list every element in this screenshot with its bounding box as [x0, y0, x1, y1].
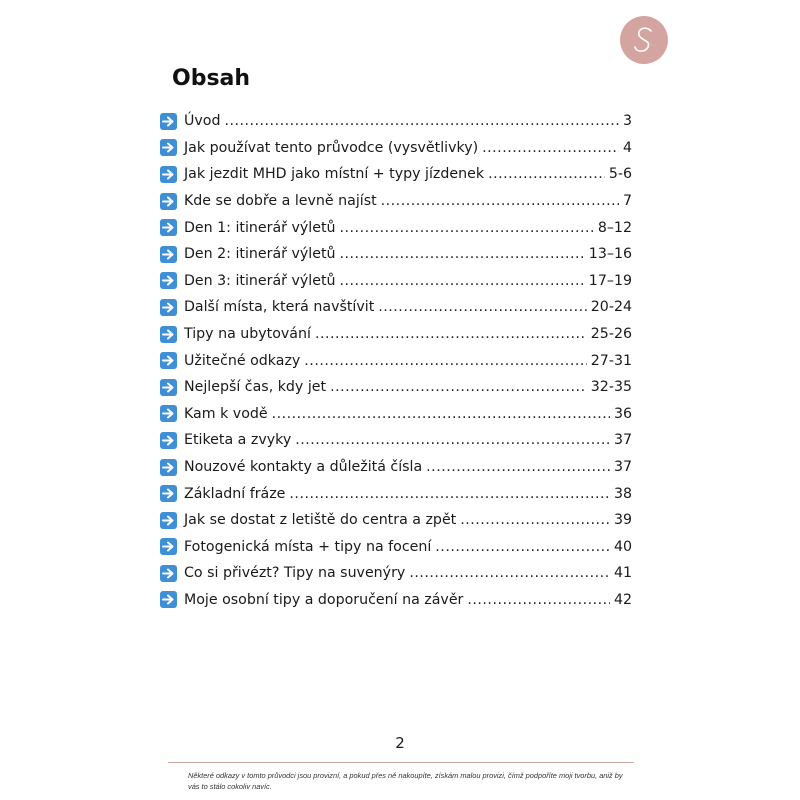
- toc-entry-title: Úvod: [184, 113, 221, 130]
- toc-entry-title: Den 1: itinerář výletů: [184, 219, 336, 236]
- toc-entry[interactable]: [160, 161, 632, 188]
- toc-entry-pages: 20-24: [590, 299, 632, 316]
- toc-entry-title: Kde se dobře a levně najíst: [184, 193, 377, 210]
- toc-entry-pages: 27-31: [590, 352, 632, 369]
- toc-leader-dots: [435, 539, 610, 555]
- toc-entry[interactable]: [160, 321, 632, 348]
- right-arrow-icon: [160, 591, 177, 608]
- right-arrow-icon: [160, 405, 177, 422]
- toc-leader-dots: [482, 140, 619, 156]
- toc-entry[interactable]: [160, 108, 632, 135]
- toc-entry-pages: 37: [613, 432, 632, 449]
- toc-entry[interactable]: [160, 241, 632, 268]
- toc-entry-pages: 7: [622, 193, 632, 210]
- toc-entry-pages: 32-35: [590, 379, 632, 396]
- toc-entry[interactable]: [160, 480, 632, 507]
- toc-entry-title: Fotogenická místa + tipy na focení: [184, 538, 432, 555]
- toc-entry-title: Základní fráze: [184, 485, 286, 502]
- table-of-contents: [160, 108, 632, 613]
- toc-entry[interactable]: [160, 454, 632, 481]
- page-number: 2: [395, 734, 405, 752]
- toc-leader-dots: [378, 299, 587, 315]
- right-arrow-icon: [160, 538, 177, 555]
- toc-leader-dots: [340, 246, 585, 262]
- right-arrow-icon: [160, 379, 177, 396]
- right-arrow-icon: [160, 193, 177, 210]
- toc-leader-dots: [426, 459, 610, 475]
- toc-leader-dots: [460, 512, 610, 528]
- right-arrow-icon: [160, 113, 177, 130]
- toc-entry-pages: 40: [613, 538, 632, 555]
- right-arrow-icon: [160, 272, 177, 289]
- toc-entry[interactable]: [160, 135, 632, 162]
- toc-entry[interactable]: [160, 347, 632, 374]
- toc-entry-title: Tipy na ubytování: [184, 326, 311, 343]
- toc-entry-title: Kam k vodě: [184, 405, 268, 422]
- right-arrow-icon: [160, 565, 177, 582]
- toc-entry-title: Etiketa a zvyky: [184, 432, 292, 449]
- right-arrow-icon: [160, 459, 177, 476]
- right-arrow-icon: [160, 219, 177, 236]
- toc-leader-dots: [467, 592, 610, 608]
- toc-entry-title: Den 3: itinerář výletů: [184, 272, 336, 289]
- right-arrow-icon: [160, 432, 177, 449]
- right-arrow-icon: [160, 166, 177, 183]
- toc-entry[interactable]: [160, 401, 632, 428]
- right-arrow-icon: [160, 352, 177, 369]
- toc-entry-title: Moje osobní tipy a doporučení na závěr: [184, 591, 464, 608]
- right-arrow-icon: [160, 485, 177, 502]
- toc-leader-dots: [409, 565, 610, 581]
- toc-leader-dots: [330, 379, 587, 395]
- cursive-s-icon: [631, 25, 657, 55]
- toc-entry[interactable]: [160, 188, 632, 215]
- toc-entry-pages: 25-26: [590, 326, 632, 343]
- toc-leader-dots: [289, 486, 610, 502]
- toc-entry-pages: 17–19: [588, 272, 632, 289]
- toc-leader-dots: [272, 406, 610, 422]
- toc-entry-pages: 5-6: [608, 166, 632, 183]
- toc-entry-title: Nejlepší čas, kdy jet: [184, 379, 327, 396]
- toc-entry-pages: 37: [613, 459, 632, 476]
- toc-entry-title: Užitečné odkazy: [184, 352, 301, 369]
- toc-leader-dots: [340, 220, 594, 236]
- toc-leader-dots: [224, 113, 619, 129]
- toc-leader-dots: [295, 432, 610, 448]
- toc-entry[interactable]: [160, 374, 632, 401]
- toc-leader-dots: [381, 193, 619, 209]
- page-title: Obsah: [172, 66, 251, 91]
- toc-entry-pages: 42: [613, 591, 632, 608]
- toc-entry[interactable]: [160, 427, 632, 454]
- toc-leader-dots: [488, 166, 605, 182]
- right-arrow-icon: [160, 139, 177, 156]
- toc-entry-pages: 41: [613, 565, 632, 582]
- toc-entry[interactable]: [160, 534, 632, 561]
- toc-entry-title: Jak používat tento průvodce (vysvětlivky): [184, 139, 479, 156]
- toc-entry[interactable]: [160, 560, 632, 587]
- toc-leader-dots: [340, 273, 585, 289]
- toc-entry-pages: 36: [613, 405, 632, 422]
- toc-entry-title: Co si přivézt? Tipy na suvenýry: [184, 565, 406, 582]
- toc-leader-dots: [315, 326, 587, 342]
- toc-entry-title: Jak se dostat z letiště do centra a zpět: [184, 512, 457, 529]
- right-arrow-icon: [160, 246, 177, 263]
- footer-divider: [168, 762, 634, 763]
- toc-entry[interactable]: [160, 294, 632, 321]
- toc-entry[interactable]: [160, 587, 632, 614]
- right-arrow-icon: [160, 299, 177, 316]
- brand-logo: [620, 16, 668, 64]
- toc-entry-pages: 4: [622, 139, 632, 156]
- toc-entry-pages: 39: [613, 512, 632, 529]
- toc-entry[interactable]: [160, 214, 632, 241]
- toc-entry-title: Den 2: itinerář výletů: [184, 246, 336, 263]
- toc-entry[interactable]: [160, 507, 632, 534]
- affiliate-disclaimer: Některé odkazy v tomto průvodci jsou provizní, a pokud přes ně nakoupíte, získám malou provizi, čímž podpoříte moji tvorbu, aniž by vás to stálo cokoliv navíc.: [188, 771, 623, 791]
- toc-entry-pages: 8–12: [597, 219, 632, 236]
- toc-entry-title: Další místa, která navštívit: [184, 299, 375, 316]
- toc-entry-pages: 13–16: [588, 246, 632, 263]
- right-arrow-icon: [160, 512, 177, 529]
- toc-entry-title: Nouzové kontakty a důležitá čísla: [184, 459, 423, 476]
- toc-leader-dots: [304, 353, 586, 369]
- toc-entry-pages: 38: [613, 485, 632, 502]
- toc-entry-pages: 3: [622, 113, 632, 130]
- right-arrow-icon: [160, 326, 177, 343]
- toc-entry[interactable]: [160, 268, 632, 295]
- toc-entry-title: Jak jezdit MHD jako místní + typy jízdenek: [184, 166, 485, 183]
